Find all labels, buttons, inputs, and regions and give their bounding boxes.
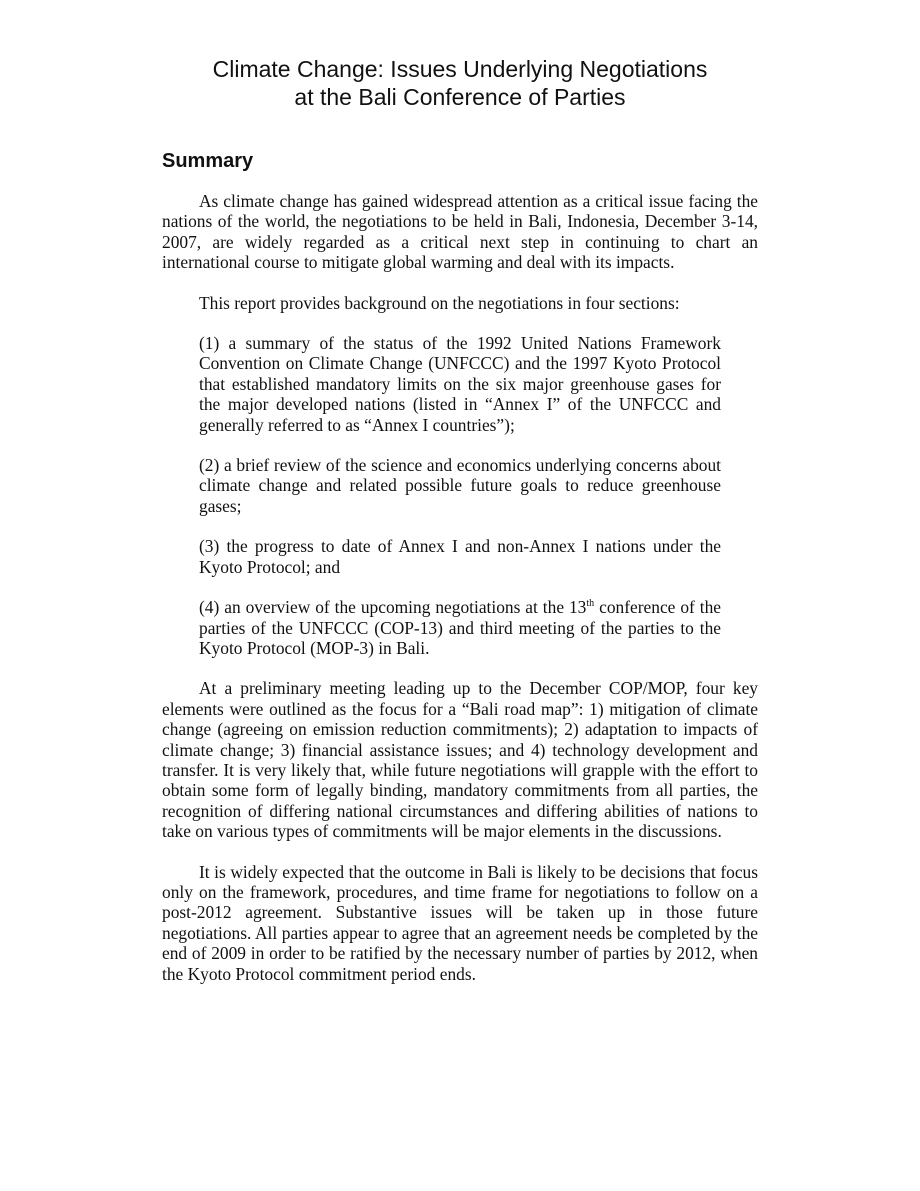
document-title xyxy=(0,55,920,111)
list-item-4 xyxy=(199,597,721,658)
list-item-4-text-b: conference of the parties of the UNFCCC (COP-13) and third meeting of the parties to the Kyoto Protocol (MOP-3) in Bali. xyxy=(199,597,721,658)
paragraph-sections-lead: This report provides background on the negotiations in four sections: xyxy=(199,292,680,313)
list-item-4-text-a: (4) an overview of the upcoming negotiations at the 13 xyxy=(199,597,587,618)
ordinal-superscript: th xyxy=(586,598,595,610)
title-line-1: Climate Change: Issues Underlying Negotiations xyxy=(212,56,708,82)
title-line-2: at the Bali Conference of Parties xyxy=(294,84,626,110)
list-item-2: (2) a brief review of the science and economics underlying concerns about climate change and related possible future goals to reduce greenhouse gases; xyxy=(199,455,721,516)
summary-heading: Summary xyxy=(162,150,254,172)
paragraph-intro: As climate change has gained widespread attention as a critical issue facing the nations of the world, the negotiations to be held in Bali, Indonesia, December 3-14, 2007, are widely regarded as a critical next step in continuing to chart an international course to mitigate global warming and deal with its impacts. xyxy=(162,191,758,273)
list-item-3: (3) the progress to date of Annex I and non-Annex I nations under the Kyoto Protocol; and xyxy=(199,536,721,577)
summary-body xyxy=(162,191,758,1004)
paragraph-bali-road-map: At a preliminary meeting leading up to the December COP/MOP, four key elements were outlined as the focus for a “Bali road map”: 1) mitigation of climate change (agreeing on emission reduction commitments); 2) adaptation to impacts of climate change; 3) financial assistance issues; and 4) technology development and transfer. It is very likely that, while future negotiations will grapple with the effort to obtain some form of legally binding, mandatory commitments from all parties, the recognition of differing national circumstances and differing abilities of nations to take on various types of commitments will be major elements in the discussions. xyxy=(162,678,758,842)
list-item-1: (1) a summary of the status of the 1992 United Nations Framework Convention on Climate Change (UNFCCC) and the 1997 Kyoto Protocol that established mandatory limits on the six major greenhouse gases for the major developed nations (listed in “Annex I” of the UNFCCC and generally referred to as “Annex I countries”); xyxy=(199,333,721,435)
paragraph-expected-outcome: It is widely expected that the outcome in Bali is likely to be decisions that focus only on the framework, procedures, and time frame for negotiations to follow on a post-2012 agreement. Substantive issues will be taken up in those future negotiations. All parties appear to agree that an agreement needs be completed by the end of 2009 in order to be ratified by the necessary number of parties by 2012, when the Kyoto Protocol commitment period ends. xyxy=(162,861,758,984)
